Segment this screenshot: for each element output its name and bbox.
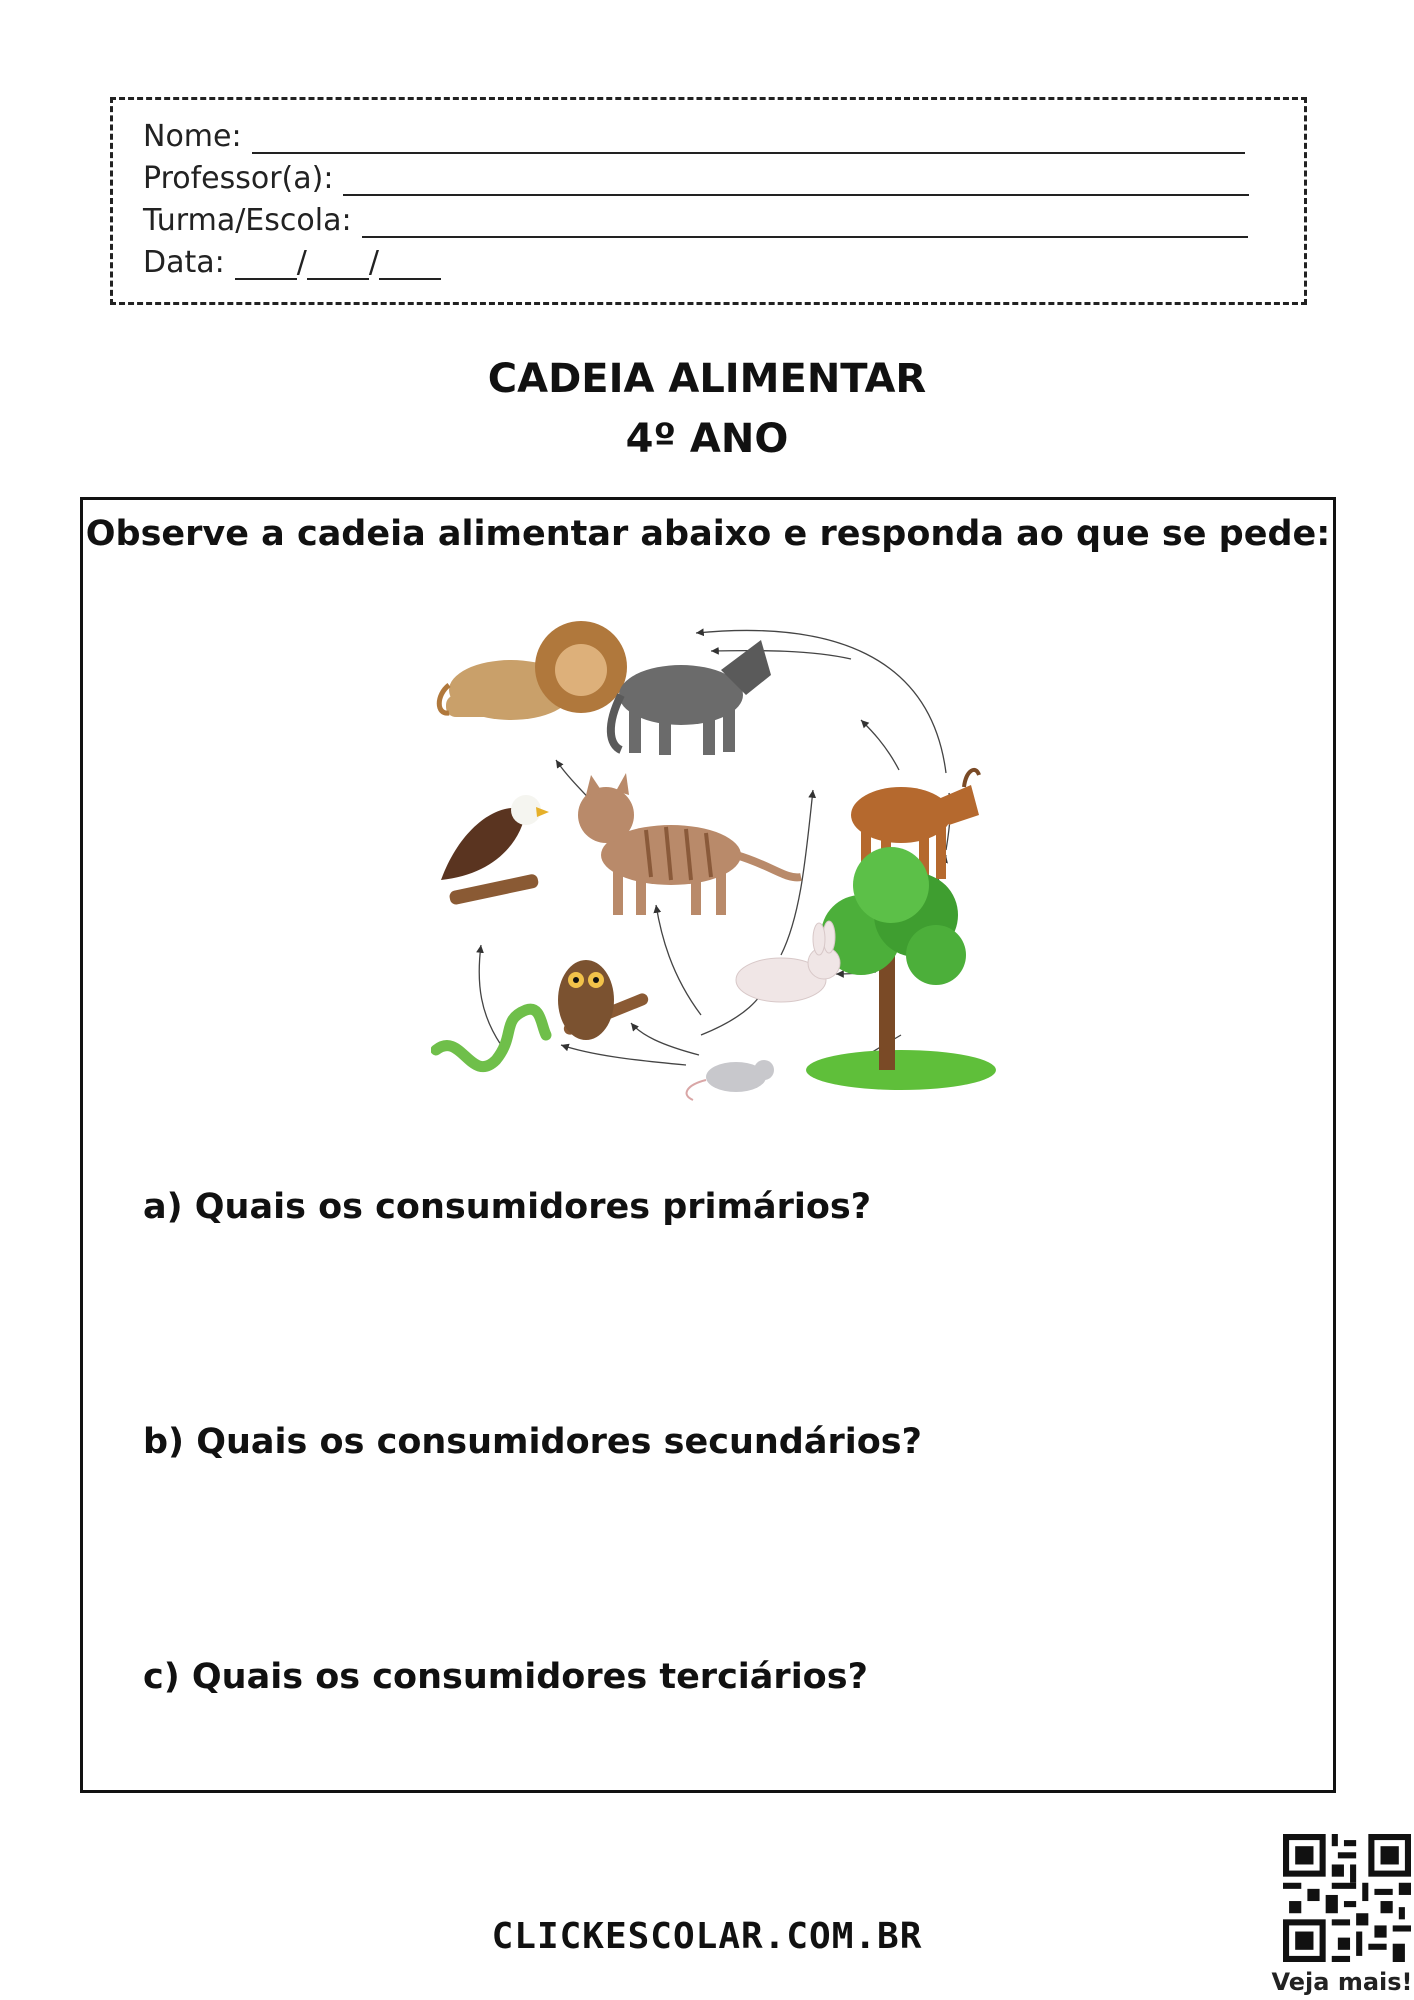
teacher-label: Professor(a): (143, 161, 334, 196)
class-field (143, 198, 1248, 238)
date-separator: / (296, 245, 307, 280)
date-year-line[interactable] (379, 248, 441, 280)
worksheet-grade: 4º ANO (625, 416, 789, 462)
lion-icon (439, 621, 627, 720)
name-label: Nome: (143, 119, 242, 154)
mouse-icon (687, 1060, 774, 1100)
name-field (143, 114, 1245, 154)
question-b: b) Quais os consumidores secundários? (143, 1422, 922, 1462)
instruction-text: Observe a cadeia alimentar abaixo e responda ao que se pede: (85, 514, 1331, 554)
date-separator: / (368, 245, 379, 280)
student-info-box (110, 97, 1307, 305)
site-url[interactable]: CLICKESCOLAR.COM.BR (491, 1916, 923, 1957)
class-input-line[interactable] (362, 206, 1248, 238)
date-label: Data: (143, 245, 225, 280)
date-month-line[interactable] (307, 248, 369, 280)
teacher-field (143, 156, 1249, 196)
class-label: Turma/Escola: (143, 203, 352, 238)
name-input-line[interactable] (252, 122, 1245, 154)
qr-code-icon[interactable] (1283, 1834, 1411, 1962)
date-day-line[interactable] (235, 248, 297, 280)
question-c: c) Quais os consumidores terciários? (143, 1657, 868, 1697)
qr-caption: Veja mais! (1271, 1968, 1413, 1996)
food-web-illustration (431, 615, 1011, 1105)
eagle-icon (441, 795, 549, 906)
snake-icon (436, 1009, 546, 1066)
wild-cat-icon (578, 773, 801, 915)
date-field (143, 240, 441, 280)
worksheet-title: CADEIA ALIMENTAR (487, 356, 927, 402)
activity-box (80, 497, 1336, 1793)
rabbit-icon (736, 921, 840, 1002)
teacher-input-line[interactable] (343, 164, 1249, 196)
wolf-icon (611, 640, 771, 755)
question-a: a) Quais os consumidores primários? (143, 1187, 872, 1227)
